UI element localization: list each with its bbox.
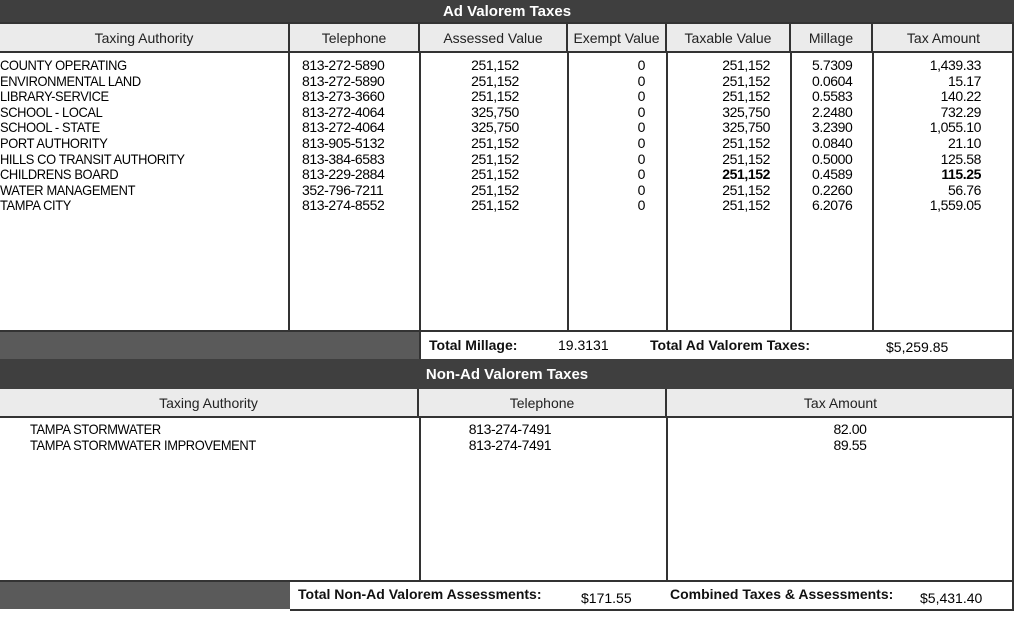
tax-amount-column xyxy=(900,58,981,214)
tax-amount-cell: 1,439.33 xyxy=(929,57,981,73)
assessed-cell: 251,152 xyxy=(471,72,519,89)
table-row: CHILDRENS BOARD xyxy=(0,166,119,183)
total-ad-valorem-label: Total Ad Valorem Taxes: xyxy=(650,337,811,353)
millage-cell: 0.0840 xyxy=(812,134,853,151)
tax-amount-cell: 21.10 xyxy=(947,134,981,151)
col-header-millage: Millage xyxy=(791,24,873,51)
exempt-cell: 0 xyxy=(637,166,645,183)
assessed-cell: 325,750 xyxy=(471,103,519,120)
millage-cell: 0.4589 xyxy=(812,166,853,183)
taxable-cell: 251,152 xyxy=(722,197,770,214)
tax-amount-cell: 1,055.10 xyxy=(929,119,981,136)
divider xyxy=(290,609,1014,611)
taxable-column xyxy=(690,58,770,214)
table-row: TAMPA STORMWATER xyxy=(30,421,161,437)
exempt-cell: 0 xyxy=(637,181,645,198)
assessed-cell: 325,750 xyxy=(471,119,519,136)
telephone-cell: 813-272-4064 xyxy=(302,119,385,136)
taxable-cell: 251,152 xyxy=(722,72,770,89)
exempt-cell: 0 xyxy=(637,88,645,105)
taxable-cell: 251,152 xyxy=(722,134,770,151)
telephone-cell: 813-272-5890 xyxy=(302,57,385,73)
nav-authority-column xyxy=(30,422,410,453)
millage-cell: 5.7309 xyxy=(812,57,853,73)
millage-cell: 2.2480 xyxy=(812,103,853,120)
table-row: HILLS CO TRANSIT AUTHORITY xyxy=(0,150,185,167)
millage-cell: 0.0604 xyxy=(812,72,853,89)
col-header-assessed: Assessed Value xyxy=(420,24,568,51)
column-divider xyxy=(666,418,668,580)
total-millage-label: Total Millage: xyxy=(429,337,518,353)
tax-amount-cell: 15.17 xyxy=(947,72,981,89)
table-row: TAMPA CITY xyxy=(0,197,71,214)
exempt-cell: 0 xyxy=(637,103,645,120)
table-border xyxy=(1012,389,1014,609)
table-row: SCHOOL - LOCAL xyxy=(0,103,103,120)
tax-amount-cell: 56.76 xyxy=(947,181,981,198)
telephone-cell: 813-274-7491 xyxy=(468,436,552,453)
totals-filler xyxy=(0,582,290,609)
exempt-cell: 0 xyxy=(637,57,645,73)
assessed-cell: 251,152 xyxy=(471,166,519,183)
millage-cell: 3.2390 xyxy=(812,119,853,136)
table-row: SCHOOL - STATE xyxy=(0,119,100,136)
col-header-tax-amount: Tax Amount xyxy=(873,24,1014,51)
column-divider xyxy=(790,53,792,332)
tax-amount-cell: 732.29 xyxy=(940,103,981,120)
millage-cell: 6.2076 xyxy=(812,197,853,214)
telephone-cell: 352-796-7211 xyxy=(302,181,384,198)
col-header-authority: Taxing Authority xyxy=(0,24,290,51)
non-ad-valorem-title: Non-Ad Valorem Taxes xyxy=(0,359,1014,389)
telephone-cell: 813-905-5132 xyxy=(302,134,385,151)
column-divider xyxy=(288,53,290,332)
ad-valorem-title: Ad Valorem Taxes xyxy=(0,0,1014,22)
tax-amount-cell: 82.00 xyxy=(833,421,867,437)
nav-col-header-authority: Taxing Authority xyxy=(0,389,419,416)
telephone-cell: 813-274-8552 xyxy=(302,197,385,214)
table-row: TAMPA STORMWATER IMPROVEMENT xyxy=(30,436,256,453)
column-divider xyxy=(567,53,569,332)
telephone-column xyxy=(302,58,412,214)
millage-cell: 0.5583 xyxy=(812,88,853,105)
table-border xyxy=(1012,24,1014,359)
nav-tax-amount-column xyxy=(800,422,900,453)
assessed-cell: 251,152 xyxy=(471,57,519,73)
table-row: LIBRARY-SERVICE xyxy=(0,88,109,105)
telephone-cell: 813-273-3660 xyxy=(302,88,385,105)
col-header-exempt: Exempt Value xyxy=(568,24,667,51)
authority-column xyxy=(0,58,286,214)
exempt-cell: 0 xyxy=(637,197,645,214)
taxable-cell: 251,152 xyxy=(722,57,770,73)
tax-amount-cell: 1,559.05 xyxy=(929,197,981,214)
taxable-cell: 325,750 xyxy=(722,103,770,120)
column-divider xyxy=(666,53,668,332)
column-divider xyxy=(872,53,874,332)
table-row: COUNTY OPERATING xyxy=(0,57,127,73)
total-non-ad-valorem-label: Total Non-Ad Valorem Assessments: xyxy=(298,586,542,602)
divider xyxy=(0,416,1014,418)
assessed-cell: 251,152 xyxy=(471,197,519,214)
nav-col-header-tax-amount: Tax Amount xyxy=(667,389,1014,416)
tax-amount-cell: 140.22 xyxy=(940,88,981,105)
combined-taxes-value: $5,431.40 xyxy=(920,590,983,606)
telephone-cell: 813-274-7491 xyxy=(468,421,552,437)
millage-cell: 0.2260 xyxy=(812,181,853,198)
table-row: PORT AUTHORITY xyxy=(0,134,108,151)
table-row: WATER MANAGEMENT xyxy=(0,181,136,198)
exempt-cell: 0 xyxy=(637,119,645,136)
taxable-cell: 251,152 xyxy=(722,150,770,167)
exempt-cell: 0 xyxy=(637,150,645,167)
table-row: ENVIRONMENTAL LAND xyxy=(0,72,141,89)
assessed-cell: 251,152 xyxy=(471,88,519,105)
exempt-cell: 0 xyxy=(637,134,645,151)
taxable-cell: 251,152 xyxy=(722,166,770,183)
assessed-cell: 251,152 xyxy=(471,150,519,167)
divider xyxy=(0,51,1014,53)
assessed-cell: 251,152 xyxy=(471,181,519,198)
tax-amount-cell: 125.58 xyxy=(940,150,981,167)
taxable-cell: 325,750 xyxy=(722,119,770,136)
exempt-column xyxy=(600,58,645,214)
millage-column xyxy=(812,58,870,214)
nav-telephone-column xyxy=(455,422,565,453)
total-ad-valorem-value: $5,259.85 xyxy=(886,339,949,355)
assessed-cell: 251,152 xyxy=(471,134,519,151)
telephone-cell: 813-272-5890 xyxy=(302,72,385,89)
nav-col-header-telephone: Telephone xyxy=(419,389,667,416)
col-header-telephone: Telephone xyxy=(290,24,420,51)
column-divider xyxy=(419,53,421,359)
tax-amount-cell: 89.55 xyxy=(833,436,867,453)
tax-amount-cell: 115.25 xyxy=(941,166,981,183)
column-divider xyxy=(419,418,421,580)
assessed-column xyxy=(440,58,550,214)
exempt-cell: 0 xyxy=(637,72,645,89)
col-header-taxable: Taxable Value xyxy=(667,24,791,51)
total-millage-value: 19.3131 xyxy=(558,337,609,353)
telephone-cell: 813-272-4064 xyxy=(302,103,385,120)
totals-filler xyxy=(0,332,419,359)
taxable-cell: 251,152 xyxy=(722,88,770,105)
telephone-cell: 813-384-6583 xyxy=(302,150,385,167)
taxable-cell: 251,152 xyxy=(722,181,770,198)
combined-taxes-label: Combined Taxes & Assessments: xyxy=(670,586,894,602)
total-non-ad-valorem-value: $171.55 xyxy=(581,590,632,606)
millage-cell: 0.5000 xyxy=(812,150,853,167)
telephone-cell: 813-229-2884 xyxy=(302,166,385,183)
